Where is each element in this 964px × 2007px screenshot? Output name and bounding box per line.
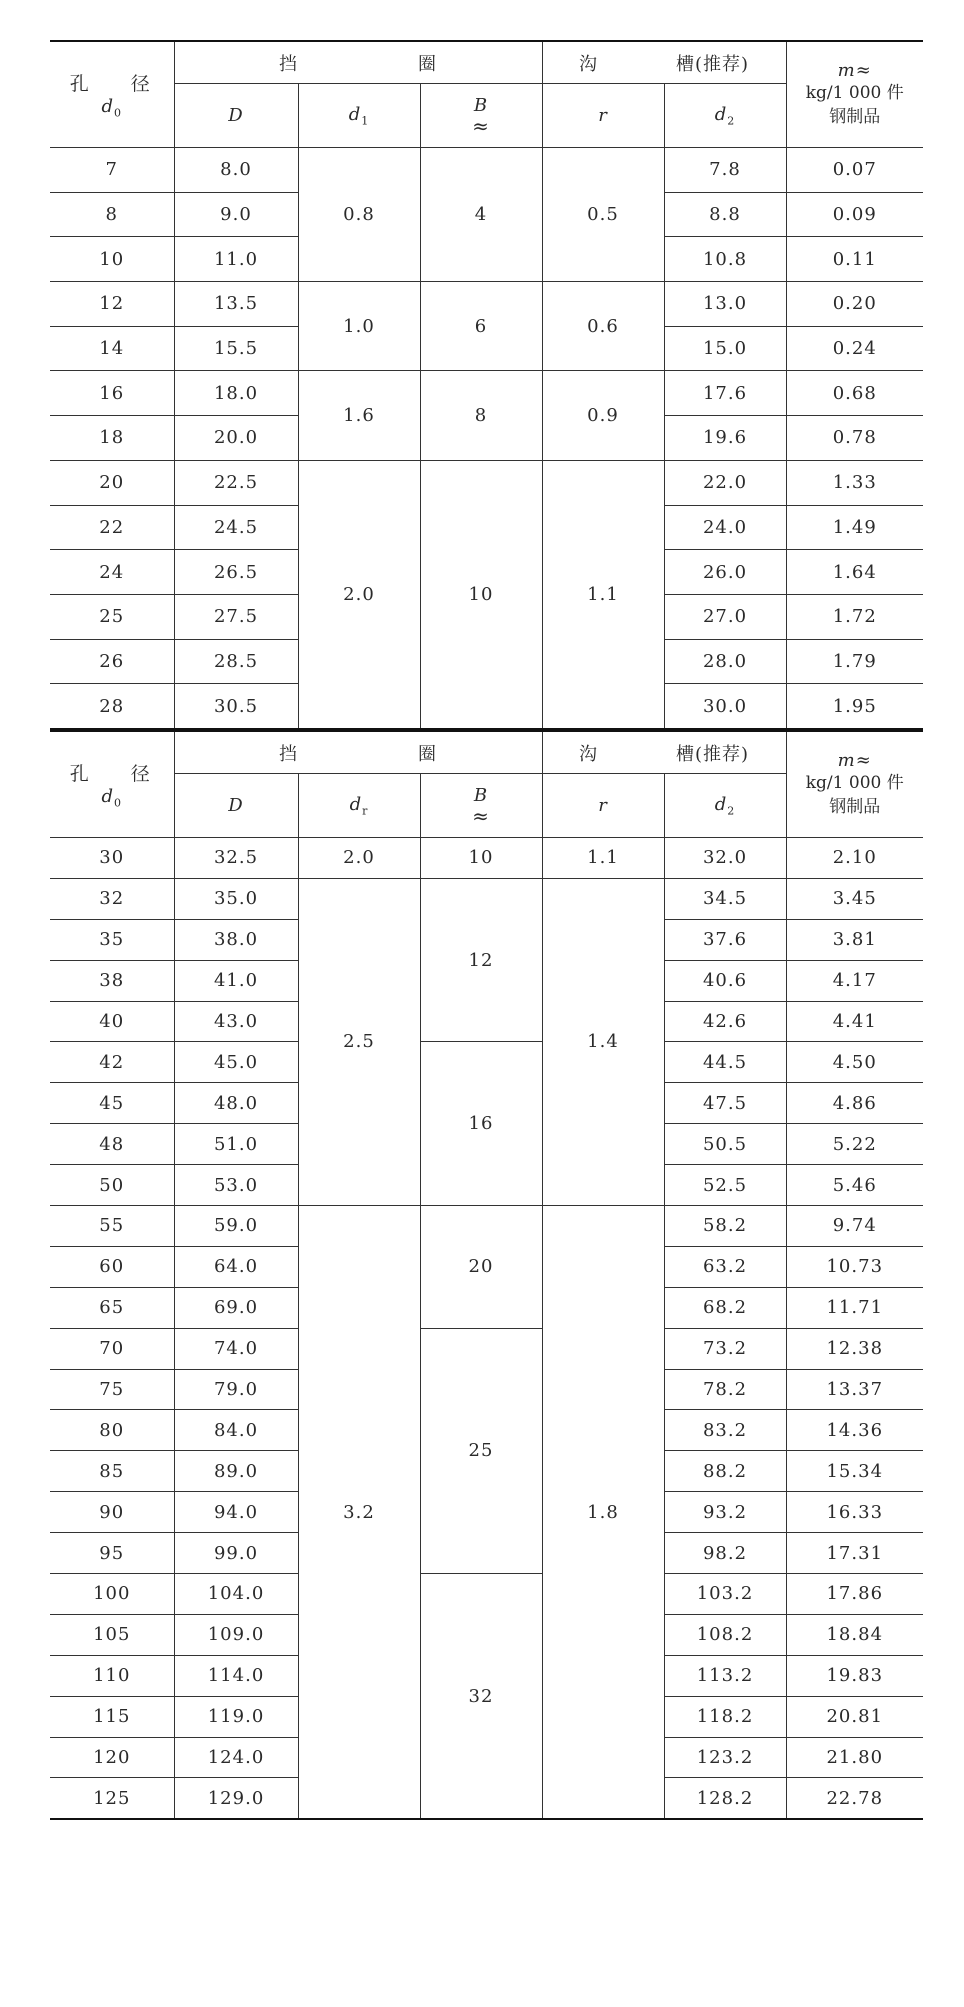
outer-diameter-cell: 53.0 (174, 1165, 298, 1206)
table-row (50, 371, 923, 416)
d1-cell: 2.5 (298, 878, 420, 1205)
table-row (50, 1206, 923, 1247)
bore-cell: 40 (50, 1001, 174, 1042)
radius-cell: 0.9 (542, 371, 664, 460)
d2-cell: 88.2 (664, 1451, 786, 1492)
d2-cell: 58.2 (664, 1206, 786, 1247)
mass-cell: 11.71 (786, 1287, 923, 1328)
mass-cell: 1.64 (786, 550, 923, 595)
d2-cell: 73.2 (664, 1328, 786, 1369)
d2-cell: 63.2 (664, 1246, 786, 1287)
mass-cell: 4.86 (786, 1083, 923, 1124)
d2-cell: 103.2 (664, 1574, 786, 1615)
mass-cell: 5.22 (786, 1124, 923, 1165)
mass-cell: 0.09 (786, 192, 923, 237)
mass-cell: 12.38 (786, 1328, 923, 1369)
retaining-ring-table-1 (50, 40, 923, 730)
bore-cell: 120 (50, 1737, 174, 1778)
outer-diameter-cell: 48.0 (174, 1083, 298, 1124)
mass-cell: 3.81 (786, 919, 923, 960)
d2-cell: 13.0 (664, 282, 786, 327)
d1-cell: 3.2 (298, 1206, 420, 1820)
bore-cell: 7 (50, 148, 174, 193)
mass-cell: 18.84 (786, 1614, 923, 1655)
outer-diameter-cell: 28.5 (174, 639, 298, 684)
width-cell: 6 (420, 282, 542, 371)
bore-cell: 28 (50, 684, 174, 729)
bore-cell: 75 (50, 1369, 174, 1410)
bore-cell: 22 (50, 505, 174, 550)
outer-diameter-cell: 38.0 (174, 919, 298, 960)
outer-diameter-cell: 30.5 (174, 684, 298, 729)
d1-header: $d_1$ (298, 84, 420, 148)
mass-cell: 10.73 (786, 1246, 923, 1287)
d2-cell: 42.6 (664, 1001, 786, 1042)
bore-cell: 26 (50, 639, 174, 684)
width-cell: 8 (420, 371, 542, 460)
mass-cell: 9.74 (786, 1206, 923, 1247)
outer-diameter-cell: 84.0 (174, 1410, 298, 1451)
bore-cell: 48 (50, 1124, 174, 1165)
d2-cell: 78.2 (664, 1369, 786, 1410)
d2-cell: 47.5 (664, 1083, 786, 1124)
width-cell: 20 (420, 1206, 542, 1329)
bore-cell: 85 (50, 1451, 174, 1492)
bore-cell: 115 (50, 1696, 174, 1737)
bore-cell: 95 (50, 1533, 174, 1574)
outer-diameter-cell: 18.0 (174, 371, 298, 416)
outer-diameter-cell: 15.5 (174, 326, 298, 371)
mass-cell: 20.81 (786, 1696, 923, 1737)
mass-cell: 4.50 (786, 1042, 923, 1083)
outer-diameter-cell: 24.5 (174, 505, 298, 550)
bore-cell: 50 (50, 1165, 174, 1206)
d2-cell: 44.5 (664, 1042, 786, 1083)
d2-cell: 15.0 (664, 326, 786, 371)
outer-diameter-cell: 99.0 (174, 1533, 298, 1574)
mass-cell: 1.33 (786, 460, 923, 505)
mass-cell: 19.83 (786, 1655, 923, 1696)
mass-cell: 16.33 (786, 1492, 923, 1533)
outer-diameter-cell: 64.0 (174, 1246, 298, 1287)
d2-cell: 27.0 (664, 594, 786, 639)
bore-cell: 42 (50, 1042, 174, 1083)
outer-diameter-cell: 9.0 (174, 192, 298, 237)
mass-cell: 0.07 (786, 148, 923, 193)
groove-group-header: 沟 槽(推荐) (542, 41, 786, 84)
d1-cell: 2.0 (298, 460, 420, 729)
d1-cell: 1.0 (298, 282, 420, 371)
mass-cell: 0.20 (786, 282, 923, 327)
retaining-ring-table-2 (50, 730, 923, 1820)
bore-cell: 14 (50, 326, 174, 371)
radius-cell: 1.1 (542, 460, 664, 729)
bore-cell: 65 (50, 1287, 174, 1328)
d2-cell: 128.2 (664, 1778, 786, 1819)
outer-diameter-header: D (174, 84, 298, 148)
d2-cell: 40.6 (664, 960, 786, 1001)
bore-cell: 30 (50, 838, 174, 879)
outer-diameter-cell: 59.0 (174, 1206, 298, 1247)
radius-cell: 0.5 (542, 148, 664, 282)
mass-cell: 5.46 (786, 1165, 923, 1206)
mass-cell: 17.31 (786, 1533, 923, 1574)
width-cell: 32 (420, 1574, 542, 1820)
radius-cell: 0.6 (542, 282, 664, 371)
mass-cell: 17.86 (786, 1574, 923, 1615)
d2-cell: 24.0 (664, 505, 786, 550)
d2-cell: 68.2 (664, 1287, 786, 1328)
bore-cell: 25 (50, 594, 174, 639)
mass-header: m≈ kg/1 000 件 钢制品 (786, 41, 923, 148)
d2-cell: 10.8 (664, 237, 786, 282)
table-row (50, 878, 923, 919)
width-cell: 25 (420, 1328, 542, 1573)
mass-cell: 1.72 (786, 594, 923, 639)
d2-cell: 22.0 (664, 460, 786, 505)
d2-cell: 37.6 (664, 919, 786, 960)
d2-cell: 93.2 (664, 1492, 786, 1533)
d2-cell: 123.2 (664, 1737, 786, 1778)
retaining-ring-group-header: 挡 圈 (174, 41, 542, 84)
bore-cell: 12 (50, 282, 174, 327)
outer-diameter-cell: 8.0 (174, 148, 298, 193)
bore-cell: 8 (50, 192, 174, 237)
bore-cell: 20 (50, 460, 174, 505)
table-row (50, 460, 923, 505)
bore-cell: 110 (50, 1655, 174, 1696)
outer-diameter-header: D (174, 774, 298, 838)
outer-diameter-cell: 89.0 (174, 1451, 298, 1492)
groove-group-header: 沟 槽(推荐) (542, 731, 786, 774)
mass-cell: 1.49 (786, 505, 923, 550)
outer-diameter-cell: 79.0 (174, 1369, 298, 1410)
outer-diameter-cell: 109.0 (174, 1614, 298, 1655)
outer-diameter-cell: 119.0 (174, 1696, 298, 1737)
radius-header: r (542, 84, 664, 148)
bore-cell: 100 (50, 1574, 174, 1615)
mass-cell: 22.78 (786, 1778, 923, 1819)
bore-cell: 45 (50, 1083, 174, 1124)
bore-cell: 10 (50, 237, 174, 282)
d2-cell: 98.2 (664, 1533, 786, 1574)
d2-cell: 26.0 (664, 550, 786, 595)
radius-cell: 1.1 (542, 838, 664, 879)
d1-cell: 1.6 (298, 371, 420, 460)
bore-cell: 32 (50, 878, 174, 919)
width-cell: 10 (420, 460, 542, 729)
d2-cell: 32.0 (664, 838, 786, 879)
bore-cell: 70 (50, 1328, 174, 1369)
outer-diameter-cell: 51.0 (174, 1124, 298, 1165)
bore-cell: 24 (50, 550, 174, 595)
outer-diameter-cell: 27.5 (174, 594, 298, 639)
outer-diameter-cell: 13.5 (174, 282, 298, 327)
outer-diameter-cell: 114.0 (174, 1655, 298, 1696)
radius-header: r (542, 774, 664, 838)
outer-diameter-cell: 41.0 (174, 960, 298, 1001)
d2-cell: 118.2 (664, 1696, 786, 1737)
mass-cell: 0.68 (786, 371, 923, 416)
outer-diameter-cell: 26.5 (174, 550, 298, 595)
bore-cell: 38 (50, 960, 174, 1001)
table-row (50, 1042, 923, 1083)
bore-cell: 105 (50, 1614, 174, 1655)
mass-cell: 0.11 (786, 237, 923, 282)
d2-cell: 19.6 (664, 416, 786, 461)
table-row (50, 148, 923, 193)
bore-diameter-header: 孔 径 $d_0$ (50, 731, 174, 838)
d2-header: $d_2$ (664, 774, 786, 838)
bore-cell: 18 (50, 416, 174, 461)
d2-cell: 30.0 (664, 684, 786, 729)
d2-cell: 83.2 (664, 1410, 786, 1451)
outer-diameter-cell: 94.0 (174, 1492, 298, 1533)
radius-cell: 1.8 (542, 1206, 664, 1820)
outer-diameter-cell: 124.0 (174, 1737, 298, 1778)
width-cell: 10 (420, 838, 542, 879)
mass-cell: 14.36 (786, 1410, 923, 1451)
d2-cell: 34.5 (664, 878, 786, 919)
outer-diameter-cell: 35.0 (174, 878, 298, 919)
width-cell: 16 (420, 1042, 542, 1206)
table-row (50, 282, 923, 327)
table-row (50, 838, 923, 879)
outer-diameter-cell: 20.0 (174, 416, 298, 461)
mass-cell: 2.10 (786, 838, 923, 879)
d2-cell: 50.5 (664, 1124, 786, 1165)
mass-cell: 4.17 (786, 960, 923, 1001)
mass-cell: 1.79 (786, 639, 923, 684)
d1-header: $d_r$ (298, 774, 420, 838)
outer-diameter-cell: 69.0 (174, 1287, 298, 1328)
width-header: B ≈ (420, 84, 542, 148)
outer-diameter-cell: 11.0 (174, 237, 298, 282)
bore-cell: 55 (50, 1206, 174, 1247)
retaining-ring-group-header: 挡 圈 (174, 731, 542, 774)
mass-header: m≈ kg/1 000 件 钢制品 (786, 731, 923, 838)
d2-cell: 113.2 (664, 1655, 786, 1696)
outer-diameter-cell: 43.0 (174, 1001, 298, 1042)
outer-diameter-cell: 22.5 (174, 460, 298, 505)
d1-cell: 2.0 (298, 838, 420, 879)
outer-diameter-cell: 129.0 (174, 1778, 298, 1819)
d2-cell: 108.2 (664, 1614, 786, 1655)
bore-diameter-header: 孔 径 $d_0$ (50, 41, 174, 148)
bore-cell: 90 (50, 1492, 174, 1533)
mass-cell: 15.34 (786, 1451, 923, 1492)
radius-cell: 1.4 (542, 878, 664, 1205)
mass-cell: 0.24 (786, 326, 923, 371)
d2-cell: 7.8 (664, 148, 786, 193)
outer-diameter-cell: 45.0 (174, 1042, 298, 1083)
width-cell: 12 (420, 878, 542, 1042)
outer-diameter-cell: 32.5 (174, 838, 298, 879)
mass-cell: 21.80 (786, 1737, 923, 1778)
mass-cell: 1.95 (786, 684, 923, 729)
bore-cell: 60 (50, 1246, 174, 1287)
mass-cell: 3.45 (786, 878, 923, 919)
outer-diameter-cell: 104.0 (174, 1574, 298, 1615)
bore-cell: 35 (50, 919, 174, 960)
mass-cell: 4.41 (786, 1001, 923, 1042)
mass-cell: 13.37 (786, 1369, 923, 1410)
outer-diameter-cell: 74.0 (174, 1328, 298, 1369)
d2-cell: 17.6 (664, 371, 786, 416)
d1-cell: 0.8 (298, 148, 420, 282)
d2-cell: 8.8 (664, 192, 786, 237)
d2-cell: 52.5 (664, 1165, 786, 1206)
bore-cell: 125 (50, 1778, 174, 1819)
width-cell: 4 (420, 148, 542, 282)
table-row (50, 1328, 923, 1369)
mass-cell: 0.78 (786, 416, 923, 461)
d2-header: $d_2$ (664, 84, 786, 148)
bore-cell: 16 (50, 371, 174, 416)
table-row (50, 1574, 923, 1615)
bore-cell: 80 (50, 1410, 174, 1451)
width-header: B ≈ (420, 774, 542, 838)
d2-cell: 28.0 (664, 639, 786, 684)
